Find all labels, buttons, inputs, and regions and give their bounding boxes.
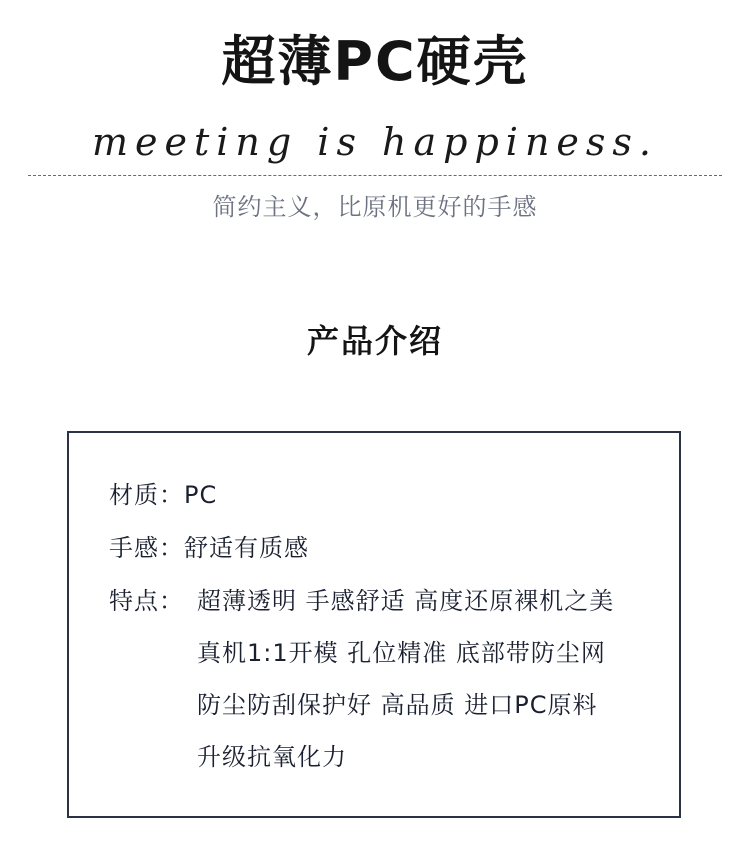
feel-label: 手感： — [109, 534, 184, 562]
page-title: 超薄PC硬壳 — [221, 30, 529, 93]
features-label: 特点： — [109, 587, 184, 615]
subtitle: 简约主义，比原机更好的手感 — [212, 193, 538, 221]
dashed-divider — [28, 175, 722, 176]
feel-value: 舒适有质感 — [184, 534, 309, 562]
feature-line-4: 升级抗氧化力 — [197, 743, 347, 771]
feature-line-1: 超薄透明 手感舒适 高度还原裸机之美 — [197, 587, 615, 615]
feature-line-3: 防尘防刮保护好 高品质 进口PC原料 — [197, 691, 598, 719]
product-info-box — [67, 431, 681, 818]
material-label: 材质： — [109, 481, 184, 509]
feature-line-2: 真机1:1开模 孔位精准 底部带防尘网 — [197, 639, 606, 667]
section-heading: 产品介绍 — [306, 322, 443, 360]
script-tagline: meeting is happiness. — [91, 120, 659, 164]
material-row — [109, 478, 217, 512]
features-row — [109, 584, 184, 618]
material-value: PC — [184, 481, 218, 509]
feel-row — [109, 531, 309, 565]
